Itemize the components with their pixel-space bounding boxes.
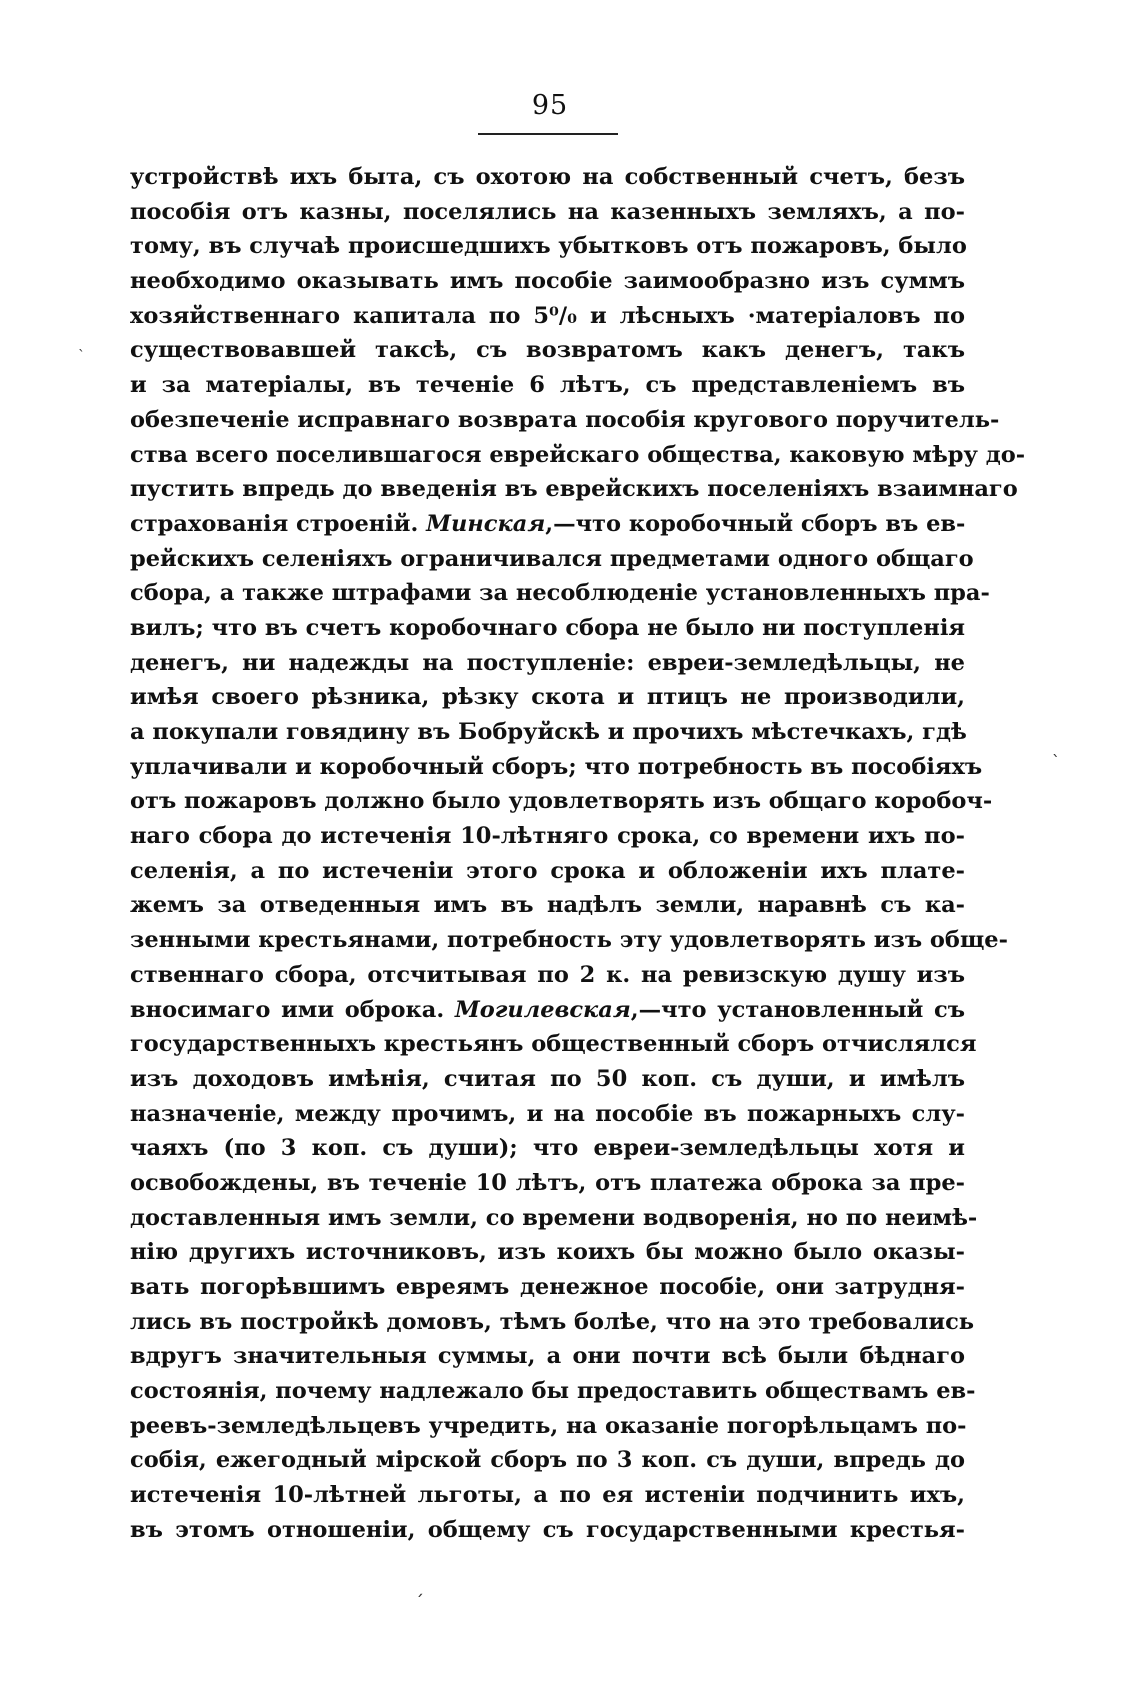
text-line: обезпеченіе исправнаго возврата пособія кругового поручитель- [130,406,1000,433]
text-line: уплачивали и коробочный сборъ; что потребность въ пособіяхъ [130,753,983,780]
text-line: состоянія, почему надлежало бы предоставить обществамъ ев- [130,1378,976,1405]
text-line: страхованія строеній. Минская,—что коробочный сборъ въ ев- [130,510,966,537]
text-line: чаяхъ (по 3 коп. съ души); что евреи-земледѣльцы хотя и [130,1135,965,1162]
text-line: а покупали говядину въ Бобруйскѣ и прочихъ мѣстечкахъ, гдѣ [130,719,967,745]
text-line: устройствѣ ихъ быта, съ охотою на собственный счетъ, безъ [130,164,965,190]
text-line: реевъ-земледѣльцевъ учредить, на оказаніе погорѣльцамъ по- [130,1412,967,1439]
italic-term: Могилевская [454,996,631,1023]
text-line: вать погорѣвшимъ евреямъ денежное пособіе, они затрудня- [130,1274,965,1300]
text-line: изъ доходовъ имѣнія, считая по 50 коп. съ души, и имѣлъ [130,1065,965,1092]
text-line: освобождены, въ теченіе 10 лѣтъ, отъ платежа оброка за пре- [130,1169,965,1196]
scan-speck: ˏ [415,1577,424,1598]
text-line: тому, въ случаѣ происшедшихъ убытковъ отъ пожаровъ, было [130,233,967,260]
text-line: ственнаго сбора, отсчитывая по 2 к. на ревизскую душу изъ [130,961,965,988]
text-line: назначеніе, между прочимъ, и на пособіе въ пожарныхъ слу- [130,1100,965,1127]
text-line: сбора, а также штрафами за несоблюденіе установленныхъ пра- [130,580,990,607]
text-line: вносимаго ими оброка. Могилевская,—что установленный съ [130,996,965,1023]
text-line: государственныхъ крестьянъ общественный сборъ отчислялся [130,1031,977,1058]
text-line: ства всего поселившагося еврейскаго общества, каковую мѣру до- [130,441,1026,468]
text-line: пособія отъ казны, поселялись на казенныхъ земляхъ, а по- [130,198,965,225]
text-line: селенія, а по истеченіи этого срока и обложеніи ихъ плате- [130,857,965,884]
text-line: существовавшей таксѣ, съ возвратомъ какъ денегъ, такъ [130,337,965,364]
text-line: необходимо оказывать имъ пособіе заимообразно изъ суммъ [130,268,965,295]
text-line: пустить впредь до введенія въ еврейскихъ поселеніяхъ взаимнаго [130,476,1018,503]
text-line: имѣя своего рѣзника, рѣзку скота и птицъ не производили, [130,684,965,711]
text-line: лись въ постройкѣ домовъ, тѣмъ болѣе, что на это требовались [130,1308,975,1335]
body-text [130,160,1026,1548]
page-number: 95 [531,90,569,121]
scan-speck: ˎ [78,336,85,352]
text-line: истеченія 10-лѣтней льготы, а по ея истеніи подчинить ихъ, [130,1482,965,1509]
text-line: денегъ, ни надежды на поступленіе: евреи-земледѣльцы, не [130,649,965,676]
text-line: зенными крестьянами, потребность эту удовлетворять изъ обще- [130,927,1008,954]
text-line: вдругъ значительныя суммы, а они почти всѣ были бѣднаго [130,1343,965,1370]
italic-term: Минская [426,510,546,537]
text-line: отъ пожаровъ должно было удовлетворять изъ общаго коробоч- [130,788,993,815]
text-line: жемъ за отведенныя имъ въ надѣлъ земли, наравнѣ съ ка- [130,892,965,919]
text-line: и за матеріалы, въ теченіе 6 лѣтъ, съ представленіемъ въ [130,372,965,399]
page-number-rule [478,133,618,135]
text-line: рейскихъ селеніяхъ ограничивался предметами одного общаго [130,545,974,572]
text-line: хозяйственнаго капитала по 5⁰/₀ и лѣсныхъ ·матеріаловъ по [130,302,965,329]
text-line: собія, ежегодный мірской сборъ по 3 коп. съ души, впредь до [130,1447,965,1474]
text-line: вилъ; что въ счетъ коробочнаго сбора не было ни поступленія [130,614,965,641]
text-line: наго сбора до истеченія 10-лѣтняго срока, со времени ихъ по- [130,823,965,850]
text-line: доставленныя имъ земли, со времени водворенія, но по неимѣ- [130,1204,978,1231]
text-line: нію другихъ источниковъ, изъ коихъ бы можно было оказы- [130,1239,965,1266]
text-line: въ этомъ отношеніи, общему съ государственными крестья- [130,1516,965,1543]
scan-speck: ˎ [1052,738,1060,757]
